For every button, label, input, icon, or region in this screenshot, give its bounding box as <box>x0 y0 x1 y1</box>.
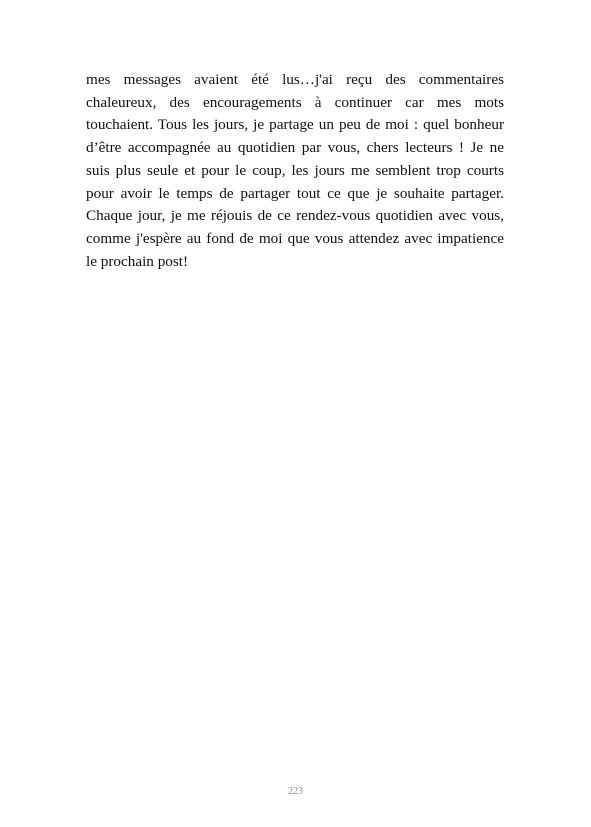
body-paragraph: mes messages avaient été lus…j'ai reçu des commentaires chaleureux, des encouragements à continuer car mes mots touchaient. Tous les jours, je partage un peu de moi : quel bonheur d’être accompagnée au quotidien par vous, chers lecteurs ! Je ne suis plus seule et pour le coup, les jours me semblent trop courts pour avoir le temps de partager tout ce que je souhaite partager. Chaque jour, je me réjouis de ce rendez-vous quotidien avec vous, comme j'espère au fond de moi que vous attendez avec impatience le prochain post! <box>86 71 504 270</box>
page-number: 223 <box>288 786 303 797</box>
